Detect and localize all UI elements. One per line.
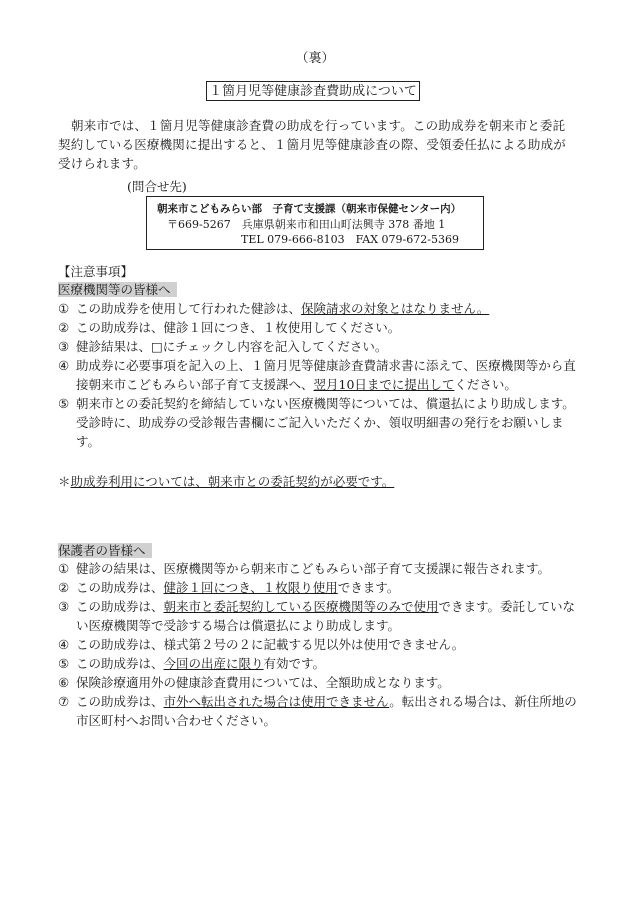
medical-notice-list bbox=[58, 299, 578, 451]
list-item: ③ この助成券は、朝来市と委託契約している医療機関等のみで使用できます。委託していない医療機関等で受診する場合は償還払により助成します。 bbox=[58, 599, 576, 633]
notice-heading: 【注意事項】 bbox=[58, 264, 134, 279]
contact-phone: TEL 079-666-8103 FAX 079-672-5369 bbox=[241, 233, 459, 246]
contact-box bbox=[146, 196, 484, 250]
contact-department: 朝来市こどもみらい部 子育て支援課（朝来市保健センター内） bbox=[157, 203, 462, 215]
inquiry-label: (問合せ先) bbox=[127, 179, 187, 194]
guardian-notice-list bbox=[58, 559, 578, 730]
medical-heading-text: 医療機関等の皆様へ bbox=[58, 282, 177, 297]
document-title: １箇月児等健康診査費助成について bbox=[206, 81, 420, 101]
list-item: ⑤ 朝来市との委託契約を締結していない医療機関等については、償還払により助成します。受診時に、助成券の受診報告書欄にご記入いただくか、領収明細書の発行をお願いします。 bbox=[58, 396, 575, 449]
item-number: ② bbox=[58, 580, 70, 595]
item-number: ⑦ bbox=[58, 694, 70, 709]
item-number: ④ bbox=[58, 358, 70, 373]
item-number: ① bbox=[58, 561, 70, 576]
item-number: ⑤ bbox=[58, 396, 70, 411]
list-item: ② この助成券は、健診１回につき、１枚限り使用できます。 bbox=[58, 580, 400, 595]
contact-address: 〒669-5267 兵庫県朝来市和田山町法興寺 378 番地 1 bbox=[167, 218, 446, 231]
note-text: 助成券利用については、朝来市との委託契約が必要です。 bbox=[70, 474, 395, 489]
list-item: ① 健診の結果は、医療機関等から朝来市こどもみらい部子育て支援課に報告されます。 bbox=[58, 561, 551, 576]
list-item: ⑥ 保険診療適用外の健康診査費用については、全額助成となります。 bbox=[58, 675, 450, 690]
note-mark: ＊ bbox=[58, 474, 71, 489]
list-item: ④ 助成券に必要事項を記入の上、１箇月児等健康診査費請求書に添えて、医療機関等から直接朝来市こどもみらい部子育て支援課へ、翌月10日までに提出してください。 bbox=[58, 358, 576, 392]
page-side-label: （裏） bbox=[295, 51, 335, 66]
item-number: ③ bbox=[58, 339, 70, 354]
item-number: ⑥ bbox=[58, 675, 70, 690]
intro-paragraph: 朝来市では、１箇月児等健康診査費の助成を行っています。この助成券を朝来市と委託契約している医療機関に提出すると、１箇月児等健康診査の際、受領委任払による助成が受けられます。 bbox=[58, 118, 567, 171]
list-item: ④ この助成券は、様式第２号の２に記載する児以外は使用できません。 bbox=[58, 637, 465, 652]
contract-note bbox=[58, 472, 394, 490]
item-number: ② bbox=[58, 320, 70, 335]
item-number: ③ bbox=[58, 599, 70, 614]
list-item: ① この助成券を使用して行われた健診は、保険請求の対象とはなりません。 bbox=[58, 301, 490, 316]
guardian-heading-text: 保護者の皆様へ bbox=[58, 543, 152, 558]
item-number: ① bbox=[58, 301, 70, 316]
guardian-section-heading bbox=[58, 541, 152, 559]
item-number: ⑤ bbox=[58, 656, 70, 671]
item-number: ④ bbox=[58, 637, 70, 652]
medical-section-heading bbox=[58, 280, 177, 298]
list-item: ③ 健診結果は、□にチェックし内容を記入してください。 bbox=[58, 339, 388, 354]
list-item: ⑦ この助成券は、市外へ転出された場合は使用できません。転出される場合は、新住所地の市区町村へお問い合わせください。 bbox=[58, 694, 577, 728]
list-item: ② この助成券は、健診１回につき、１枚使用してください。 bbox=[58, 320, 401, 335]
list-item: ⑤ この助成券は、今回の出産に限り有効です。 bbox=[58, 656, 326, 671]
